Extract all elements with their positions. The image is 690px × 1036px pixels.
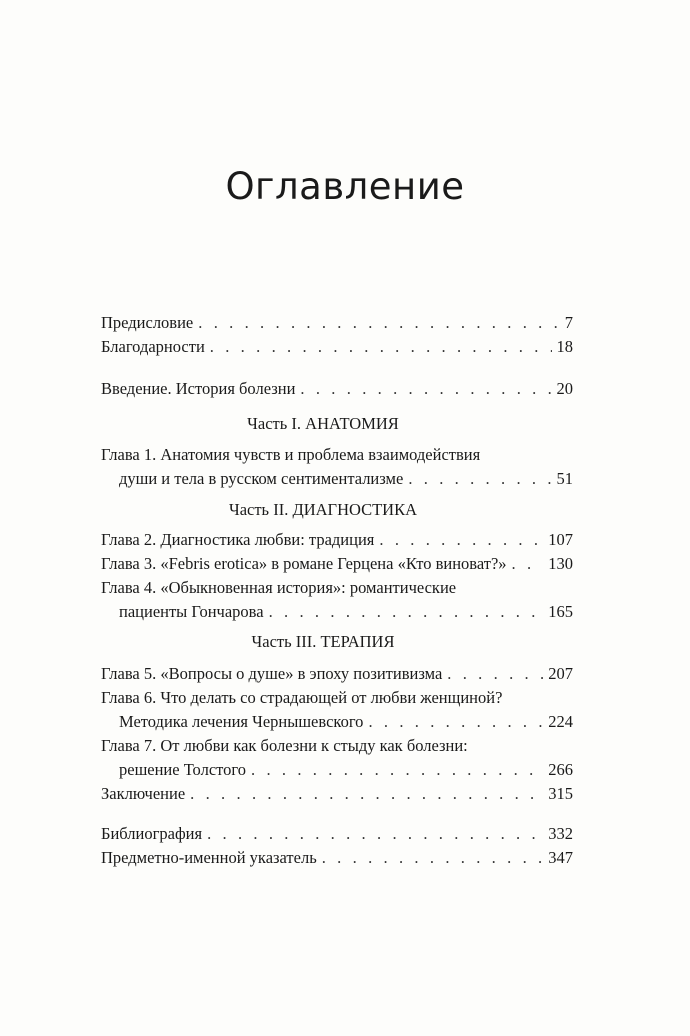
toc-entry-label-line1: Глава 4. «Обыкновенная история»: романтические (101, 578, 457, 597)
toc-part-1-chapters (101, 443, 573, 491)
dot-leader (368, 710, 543, 734)
toc-entry-chapter-3[interactable] (101, 552, 573, 576)
dot-leader (251, 758, 543, 782)
toc-entry-bibliography[interactable] (101, 822, 573, 846)
toc-entry-page: 315 (548, 784, 573, 803)
dot-leader (512, 552, 544, 576)
toc-entry-page: 347 (548, 848, 573, 867)
dot-leader (322, 846, 544, 870)
toc-entry-page: 18 (556, 337, 573, 356)
toc-part-2-chapters (101, 528, 573, 624)
toc-entry-label: Предметно-именной указатель (101, 848, 317, 867)
dot-leader (207, 822, 543, 846)
part-heading: Часть II. ДИАГНОСТИКА (228, 500, 418, 519)
toc-entry-chapter-4[interactable] (101, 576, 573, 624)
toc-entry-chapter-1[interactable] (101, 443, 573, 491)
toc-entry-label: Методика лечения Чернышевского (119, 712, 364, 731)
toc-entry-index[interactable] (101, 846, 573, 870)
toc-part-3 (101, 630, 573, 654)
toc-entry-introduction[interactable] (101, 377, 573, 401)
toc-entry-acknowledgements[interactable] (101, 335, 573, 359)
toc-entry-page: 332 (548, 824, 573, 843)
toc-entry-conclusion[interactable] (101, 782, 573, 806)
toc-entry-label: Глава 3. «Febris erotica» в романе Герцена «Кто виноват?» (101, 554, 507, 573)
toc-entry-label: решение Толстого (119, 760, 246, 779)
toc-entry-chapter-5[interactable] (101, 662, 573, 686)
toc-entry-label-line1: Глава 1. Анатомия чувств и проблема взаимодействия (101, 445, 481, 464)
dot-leader (300, 377, 551, 401)
toc-back-section (101, 822, 573, 870)
toc-entry-page: 7 (564, 313, 573, 332)
toc-part-2 (101, 498, 573, 522)
toc-entry-label: Заключение (101, 784, 186, 803)
dot-leader (269, 600, 544, 624)
toc-entry-page: 107 (548, 530, 573, 549)
toc-entry-page: 165 (548, 602, 573, 621)
dot-leader (210, 335, 552, 359)
toc-entry-page: 51 (556, 469, 573, 488)
toc-entry-preface[interactable] (101, 311, 573, 335)
toc-entry-label: Глава 2. Диагностика любви: традиция (101, 530, 375, 549)
page-title: Оглавление (225, 164, 465, 208)
toc-entry-label-line1: Глава 6. Что делать со страдающей от любви женщиной? (101, 688, 503, 707)
dot-leader (198, 311, 560, 335)
toc-front-section (101, 311, 573, 359)
toc-entry-label: Предисловие (101, 313, 194, 332)
toc-part-3-chapters (101, 662, 573, 806)
toc-part-1 (101, 412, 573, 436)
toc-entry-chapter-7[interactable] (101, 734, 573, 782)
toc-entry-label: пациенты Гончарова (119, 602, 264, 621)
toc-entry-label: Глава 5. «Вопросы о душе» в эпоху позитивизма (101, 664, 443, 683)
toc-entry-page: 130 (548, 554, 573, 573)
toc-entry-page: 224 (548, 712, 573, 731)
toc-entry-chapter-2[interactable] (101, 528, 573, 552)
toc-entry-label: Благодарности (101, 337, 205, 356)
toc-entry-page: 20 (556, 379, 573, 398)
toc-entry-chapter-6[interactable] (101, 686, 573, 734)
dot-leader (447, 662, 543, 686)
toc-entry-page: 266 (548, 760, 573, 779)
dot-leader (408, 467, 551, 491)
toc-entry-label-line1: Глава 7. От любви как болезни к стыду как болезни: (101, 736, 468, 755)
dot-leader (190, 782, 543, 806)
part-heading: Часть III. ТЕРАПИЯ (251, 632, 395, 651)
part-heading: Часть I. АНАТОМИЯ (247, 414, 399, 433)
toc-entry-label: души и тела в русском сентиментализме (119, 469, 404, 488)
toc-entry-label: Введение. История болезни (101, 379, 296, 398)
dot-leader (379, 528, 543, 552)
toc-entry-label: Библиография (101, 824, 203, 843)
toc-entry-page: 207 (548, 664, 573, 683)
toc-intro-section (101, 377, 573, 401)
